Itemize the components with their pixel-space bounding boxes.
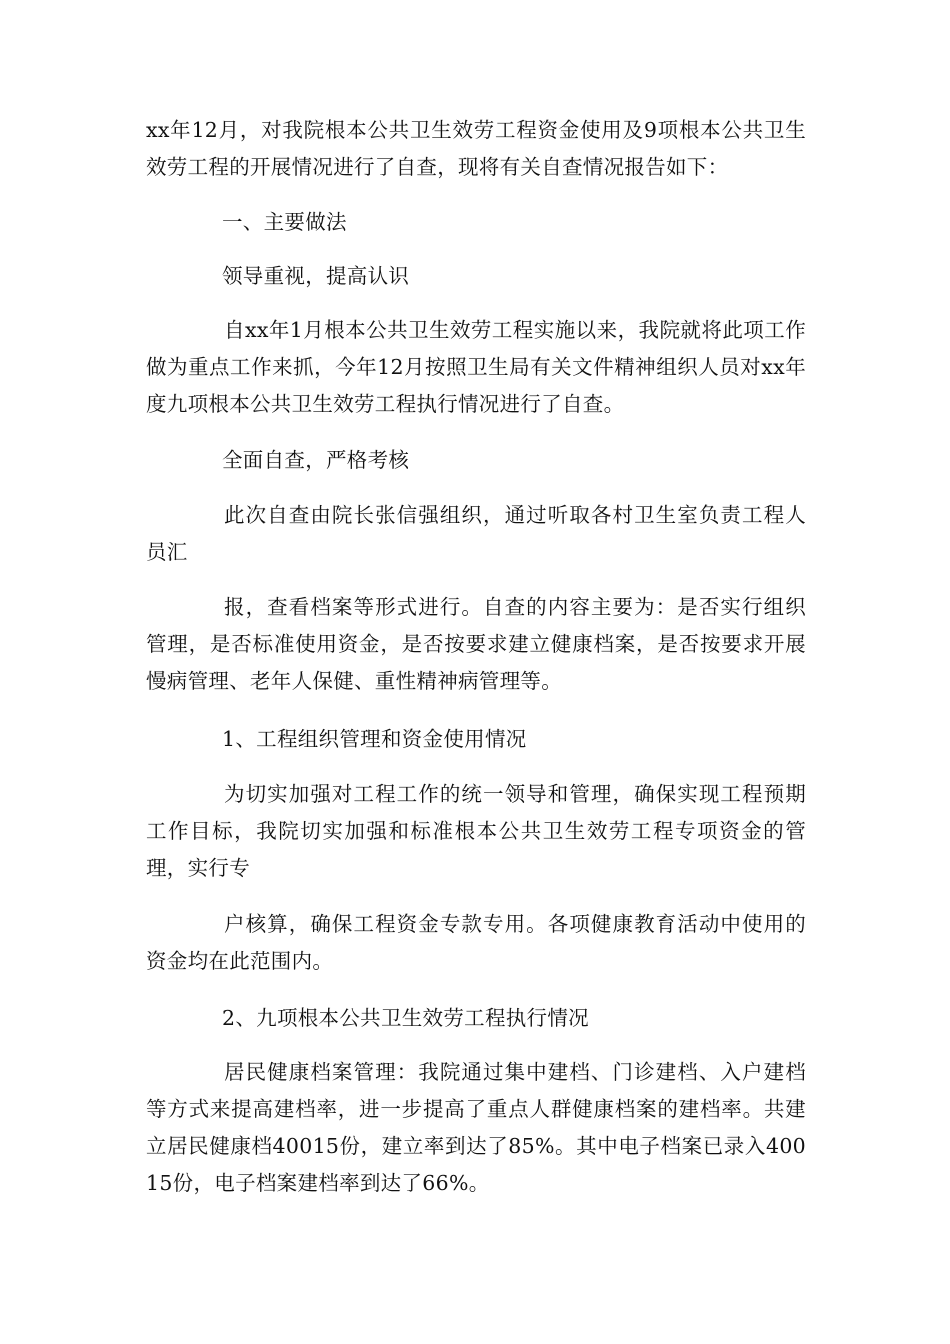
section-heading-main-practices: 一、主要做法 bbox=[222, 210, 347, 234]
paragraph-inspection-content: 报，查看档案等形式进行。自查的内容主要为：是否实行组织管理，是否标准使用资金，是否按要求建立健康档案，是否按要求开展慢病管理、老年人保健、重性精神病管理等。 bbox=[146, 595, 806, 693]
paragraph-fund-usage: 户核算，确保工程资金专款专用。各项健康教育活动中使用的资金均在此范围内。 bbox=[146, 912, 806, 973]
intro-paragraph: xx年12月，对我院根本公共卫生效劳工程资金使用及9项根本公共卫生效劳工程的开展情况进行了自查，现将有关自查情况报告如下： bbox=[146, 118, 806, 179]
subheading-leadership: 领导重视，提高认识 bbox=[222, 264, 410, 288]
paragraph-fund-management: 为切实加强对工程工作的统一领导和管理，确保实现工程预期工作目标，我院切实加强和标准根本公共卫生效劳工程专项资金的管理，实行专 bbox=[146, 782, 806, 880]
subheading-project-management: 1、工程组织管理和资金使用情况 bbox=[222, 727, 527, 751]
paragraph-health-records: 居民健康档案管理：我院通过集中建档、门诊建档、入户建档等方式来提高建档率，进一步提高了重点人群健康档案的建档率。共建立居民健康档40015份，建立率到达了85%。其中电子档案已录入40015份，电子档案建档率到达了66%。 bbox=[146, 1060, 806, 1195]
subheading-nine-projects: 2、九项根本公共卫生效劳工程执行情况 bbox=[222, 1006, 589, 1030]
subheading-self-inspection: 全面自查，严格考核 bbox=[222, 448, 410, 472]
paragraph-inspection-organizer: 此次自查由院长张信强组织，通过听取各村卫生室负责工程人员汇 bbox=[146, 503, 806, 564]
paragraph-implementation: 自xx年1月根本公共卫生效劳工程实施以来，我院就将此项工作做为重点工作来抓，今年12月按照卫生局有关文件精神组织人员对xx年度九项根本公共卫生效劳工程执行情况进行了自查。 bbox=[146, 318, 806, 416]
